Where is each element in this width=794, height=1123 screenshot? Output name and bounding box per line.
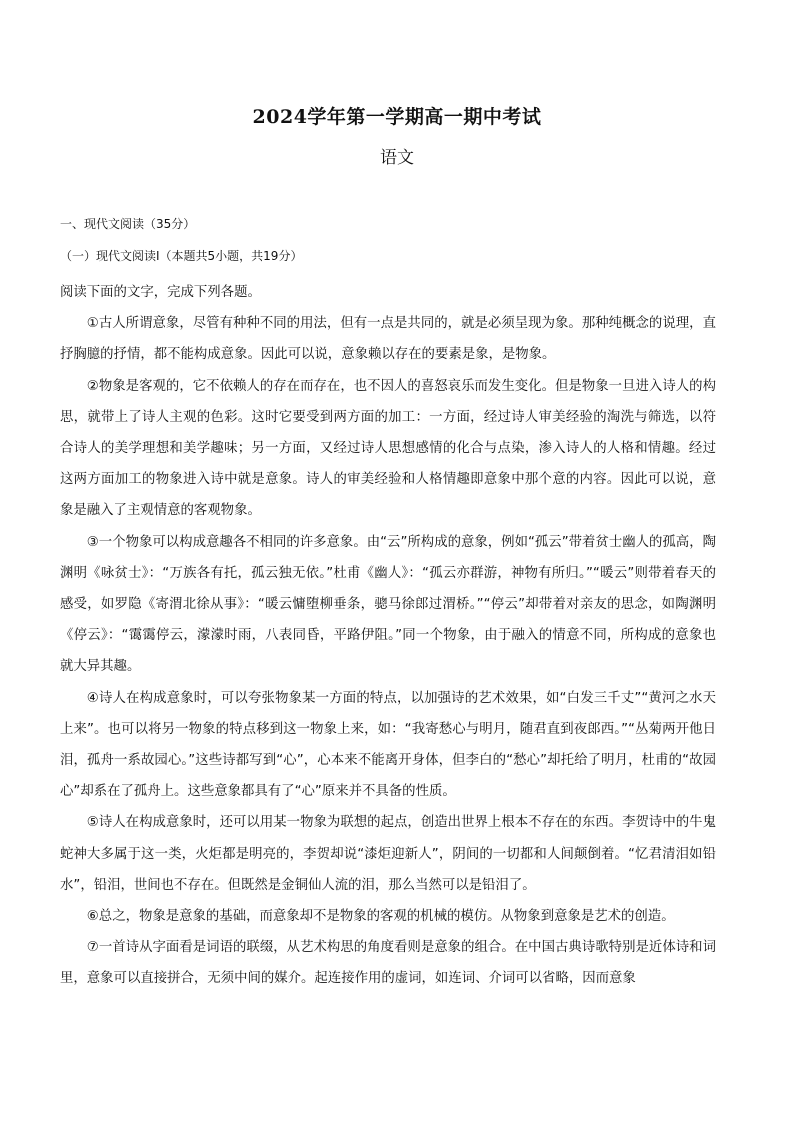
paragraph-7: ⑦一首诗从字面看是词语的联缀，从艺术构思的角度看则是意象的组合。在中国古典诗歌特别是近体诗和词里，意象可以直接拼合，无须中间的媒介。起连接作用的虚词，如连词、介词可以省略，因而意象: [60, 940, 716, 987]
paragraph-3: ③一个物象可以构成意趣各不相同的许多意象。由“云”所构成的意象，例如“孤云”带着贫士幽人的孤高，陶渊明《咏贫士》：“万族各有托，孤云独无依。”杜甫《幽人》：“孤云亦群游，神物有所归。”“暖云”则带着春天的感受，如罗隐《寄渭北徐从事》：“暖云慵堕柳垂条，骢马徐郎过渭桥。”“停云”却带着对亲友的思念，如陶渊明《停云》：“霭霭停云，濛濛时雨，八表同昏，平路伊阻。”同一个物象，由于融入的情意不同，所构成的意象也就大异其趣。: [60, 534, 716, 675]
subject-title: 语文: [380, 148, 414, 168]
subsection-heading: （一）现代文阅读Ⅰ（本题共5小题，共19分）: [60, 249, 303, 263]
paragraph-5: ⑤诗人在构成意象时，还可以用某一物象为联想的起点，创造出世界上根本不存在的东西。李贺诗中的牛鬼蛇神大多属于这一类，火炬都是明亮的，李贺却说“漆炬迎新人”，阴间的一切都和人间颠倒着。“忆君清泪如铅水”，铅泪，世间也不存在。但既然是金铜仙人流的泪，那么当然可以是铅泪了。: [60, 815, 716, 893]
paragraph-4: ④诗人在构成意象时，可以夸张物象某一方面的特点，以加强诗的艺术效果，如“白发三千丈”“黄河之水天上来”。也可以将另一物象的特点移到这一物象上来，如：“我寄愁心与明月，随君直到夜郎西。”“丛菊两开他日泪，孤舟一系故园心。”这些诗都写到“心”，心本来不能离开身体，但李白的“愁心”却托给了明月，杜甫的“故园心”却系在了孤舟上。这些意象都具有了“心”原来并不具备的性质。: [60, 690, 716, 800]
instruction-text: 阅读下面的文字，完成下列各题。: [60, 285, 261, 300]
reading-passage: [60, 277, 716, 995]
section-heading: 一、现代文阅读（35分）: [60, 217, 196, 231]
paragraph-2: ②物象是客观的，它不依赖人的存在而存在，也不因人的喜怒哀乐而发生变化。但是物象一旦进入诗人的构思，就带上了诗人主观的色彩。这时它要受到两方面的加工：一方面，经过诗人审美经验的淘洗与筛选，以符合诗人的美学理想和美学趣味；另一方面，又经过诗人思想感情的化合与点染，渗入诗人的人格和情趣。经过这两方面加工的物象进入诗中就是意象。诗人的审美经验和人格情趣即意象中那个意的内容。因此可以说，意象是融入了主观情意的客观物象。: [60, 378, 716, 519]
paragraph-1: ①古人所谓意象，尽管有种种不同的用法，但有一点是共同的，就是必须呈现为象。那种纯概念的说理，直抒胸臆的抒情，都不能构成意象。因此可以说，意象赖以存在的要素是象，是物象。: [60, 316, 716, 363]
exam-title: 2024学年第一学期高一期中考试: [252, 106, 542, 128]
paragraph-6: ⑥总之，物象是意象的基础，而意象却不是物象的客观的机械的模仿。从物象到意象是艺术的创造。: [86, 909, 675, 925]
